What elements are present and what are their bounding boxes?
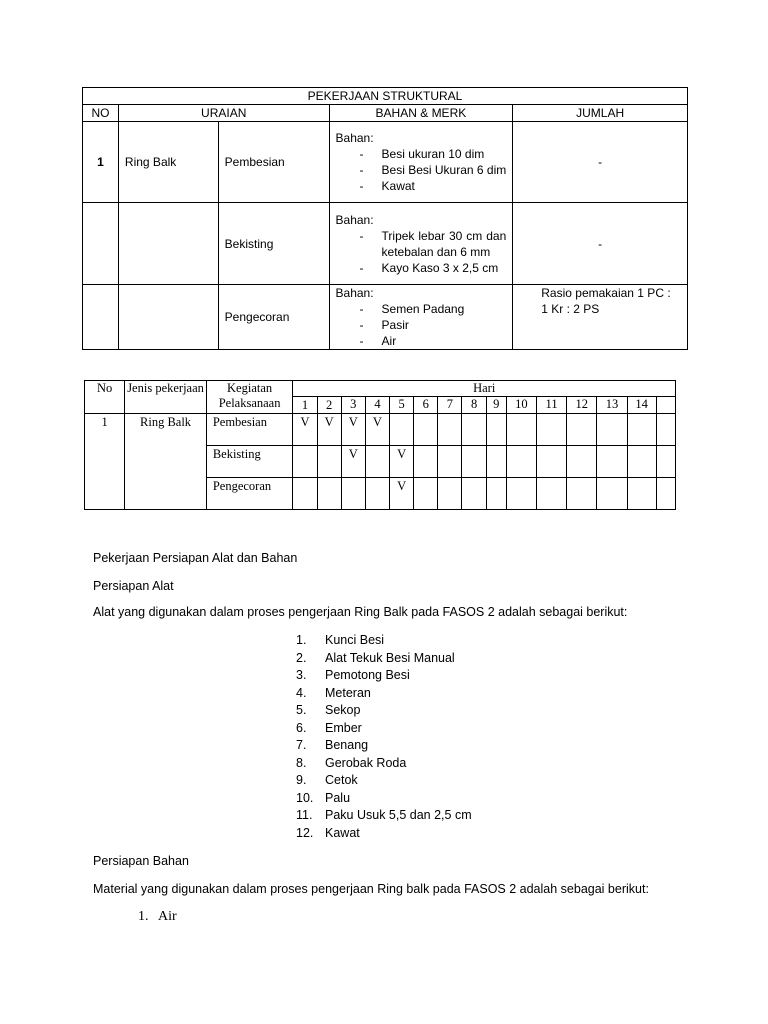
list-item: - Semen Padang — [359, 302, 465, 316]
list-number: 9. — [296, 773, 307, 787]
day-header: 9 — [486, 397, 506, 414]
day-mark — [567, 478, 597, 510]
list-number: 2. — [296, 650, 307, 665]
list-text: Sekop — [325, 703, 361, 717]
list-text: Gerobak Roda — [325, 755, 407, 770]
header-uraian: URAIAN — [118, 105, 329, 122]
row-number — [83, 285, 119, 350]
day-header: 11 — [536, 397, 566, 414]
section-heading: Pekerjaan Persiapan Alat dan Bahan — [93, 551, 298, 565]
list-text: Cetok — [325, 773, 358, 787]
list-item — [296, 807, 472, 825]
day-header: 4 — [365, 397, 389, 414]
table-row — [83, 285, 688, 350]
day-mark — [536, 446, 566, 478]
day-mark — [414, 446, 438, 478]
header-no: No — [85, 381, 125, 414]
row-bahan — [329, 203, 513, 285]
list-item: - Kawat — [359, 179, 415, 193]
row-jumlah: - — [513, 203, 688, 285]
row-pekerjaan: Pembesian — [218, 122, 329, 203]
list-number: 1. — [296, 633, 307, 647]
list-text: Ember — [325, 720, 362, 735]
list-item — [296, 737, 472, 755]
day-mark — [536, 414, 566, 446]
header-jenis: Jenis pekerjaan — [125, 381, 207, 414]
intro-alat: Alat yang digunakan dalam proses pengerjaan Ring Balk pada FASOS 2 adalah sebagai berikut: — [93, 605, 628, 619]
bahan-label: Bahan: — [335, 286, 374, 300]
header-jumlah: JUMLAH — [513, 105, 688, 122]
day-mark — [627, 414, 656, 446]
day-mark — [597, 414, 627, 446]
list-item: - Pasir — [359, 318, 409, 332]
row-kegiatan: Pengecoran — [206, 478, 293, 510]
list-item — [296, 702, 472, 720]
list-number: 8. — [296, 755, 307, 770]
list-item — [296, 667, 472, 685]
list-item — [296, 632, 472, 650]
row-pekerjaan: Bekisting — [218, 203, 329, 285]
day-header: 3 — [341, 397, 365, 414]
list-number: 1. — [138, 909, 149, 924]
day-mark — [506, 414, 536, 446]
row-number — [83, 203, 119, 285]
subsection-heading: Persiapan Alat — [93, 579, 174, 593]
day-header: 14 — [627, 397, 656, 414]
day-mark — [293, 446, 317, 478]
day-mark — [414, 414, 438, 446]
list-text: Paku Usuk 5,5 dan 2,5 cm — [325, 808, 472, 822]
row-no: 1 — [85, 414, 125, 510]
list-text: Alat Tekuk Besi Manual — [325, 650, 455, 665]
list-item: - Besi ukuran 10 dim — [359, 147, 485, 161]
subsection-heading: Persiapan Bahan — [93, 854, 189, 868]
list-text: Kawat — [325, 825, 360, 840]
list-item — [296, 685, 472, 703]
row-jenis: Ring Balk — [125, 414, 207, 510]
list-text: Pemotong Besi — [325, 668, 410, 682]
row-spacer — [656, 446, 675, 478]
row-bahan — [329, 122, 513, 203]
row-number: 1 — [83, 122, 119, 203]
row-spacer — [656, 414, 675, 446]
row-jumlah: Rasio pemakaian 1 PC : 1 Kr : 2 PS — [513, 285, 688, 350]
list-number: 3. — [296, 668, 307, 682]
list-number: 10. — [296, 790, 314, 805]
day-mark — [486, 478, 506, 510]
list-item — [296, 650, 472, 668]
day-mark — [506, 446, 536, 478]
row-jumlah: - — [513, 122, 688, 203]
day-mark — [462, 478, 486, 510]
day-mark — [462, 446, 486, 478]
day-header: 10 — [506, 397, 536, 414]
list-text: Meteran — [325, 685, 371, 700]
day-mark: V — [293, 414, 317, 446]
list-text: Benang — [325, 738, 369, 752]
list-number: 7. — [296, 738, 307, 752]
header-no: NO — [83, 105, 119, 122]
day-mark: V — [390, 478, 414, 510]
list-text: Palu — [325, 790, 351, 805]
day-header: 5 — [390, 397, 414, 414]
day-header: 2 — [317, 397, 341, 414]
day-mark — [567, 414, 597, 446]
row-item — [118, 203, 218, 285]
day-mark — [486, 414, 506, 446]
day-mark — [627, 478, 656, 510]
day-mark — [341, 478, 365, 510]
row-kegiatan: Pembesian — [206, 414, 293, 446]
table-row — [85, 414, 676, 446]
alat-list — [296, 632, 472, 842]
list-item — [296, 790, 472, 808]
day-mark — [438, 414, 462, 446]
day-mark — [365, 478, 389, 510]
list-number: 11. — [296, 808, 313, 822]
day-mark — [486, 446, 506, 478]
day-header: 12 — [567, 397, 597, 414]
day-mark: V — [365, 414, 389, 446]
day-mark — [627, 446, 656, 478]
row-item: Ring Balk — [118, 122, 218, 203]
row-bahan — [329, 285, 513, 350]
list-text: Air — [158, 909, 177, 924]
row-kegiatan: Bekisting — [206, 446, 293, 478]
struktural-table — [82, 87, 688, 350]
day-mark — [462, 414, 486, 446]
jadwal-table — [84, 380, 676, 510]
row-item — [118, 285, 218, 350]
struktural-title: PEKERJAAN STRUKTURAL — [83, 88, 688, 105]
day-mark: V — [317, 414, 341, 446]
day-mark — [438, 446, 462, 478]
day-mark — [293, 478, 317, 510]
list-number: 5. — [296, 703, 307, 717]
day-mark — [438, 478, 462, 510]
day-mark — [597, 446, 627, 478]
list-item — [296, 825, 472, 843]
day-header-spacer — [656, 397, 675, 414]
table-row — [83, 203, 688, 285]
day-mark — [317, 478, 341, 510]
day-header: 13 — [597, 397, 627, 414]
list-item: - Kayo Kaso 3 x 2,5 cm — [359, 260, 499, 275]
bahan-label: Bahan: — [335, 212, 374, 227]
day-mark — [536, 478, 566, 510]
day-mark — [414, 478, 438, 510]
day-mark — [365, 446, 389, 478]
header-kegiatan: Kegiatan Pelaksanaan — [206, 381, 293, 414]
list-item — [296, 772, 472, 790]
day-header: 7 — [438, 397, 462, 414]
day-mark — [317, 446, 341, 478]
day-mark: V — [341, 446, 365, 478]
row-pekerjaan: Pengecoran — [218, 285, 329, 350]
day-mark — [597, 478, 627, 510]
day-header: 8 — [462, 397, 486, 414]
day-header: 1 — [293, 397, 317, 414]
day-mark — [567, 446, 597, 478]
list-text: Kunci Besi — [325, 633, 385, 647]
day-mark: V — [341, 414, 365, 446]
day-mark — [390, 414, 414, 446]
bahan-label: Bahan: — [335, 131, 374, 145]
bahan-list — [138, 908, 177, 926]
day-header: 6 — [414, 397, 438, 414]
header-bahan: BAHAN & MERK — [329, 105, 513, 122]
list-item — [296, 720, 472, 738]
list-item: - Tripek lebar 30 cm dan ketebalan dan 6 mm — [359, 228, 507, 259]
intro-bahan: Material yang digunakan dalam proses pengerjaan Ring balk pada FASOS 2 adalah sebagai berikut: — [93, 882, 649, 896]
list-item — [138, 908, 177, 926]
day-mark — [506, 478, 536, 510]
list-number: 4. — [296, 685, 307, 700]
table-row — [83, 122, 688, 203]
day-mark: V — [390, 446, 414, 478]
row-spacer — [656, 478, 675, 510]
list-item: - Besi Besi Ukuran 6 dim — [359, 163, 507, 177]
list-number: 12. — [296, 825, 314, 840]
list-item: - Air — [359, 334, 397, 348]
list-item — [296, 755, 472, 773]
list-number: 6. — [296, 720, 307, 735]
header-hari: Hari — [293, 381, 676, 397]
